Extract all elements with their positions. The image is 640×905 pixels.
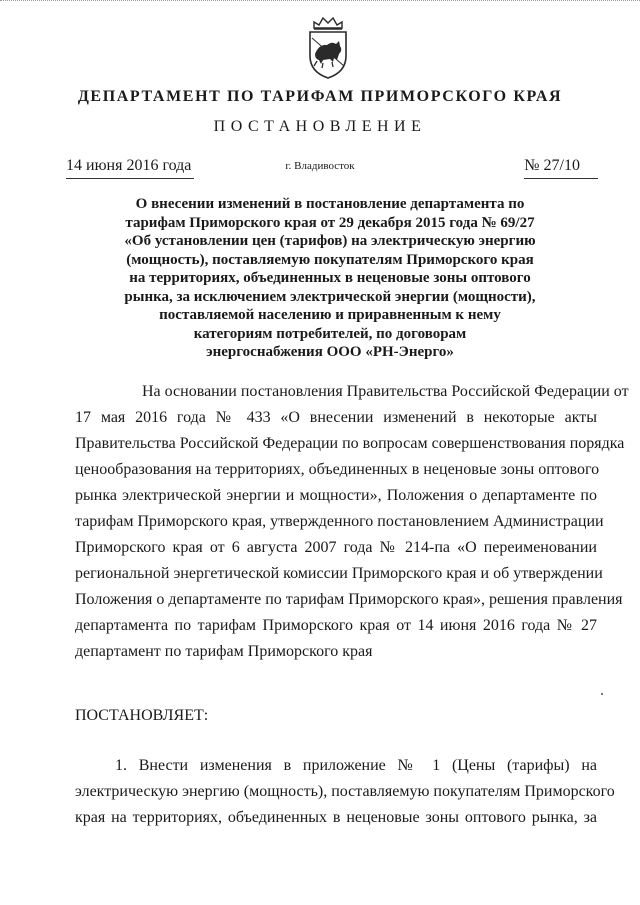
preamble-line: департамент по тарифам Приморского края: [75, 643, 373, 660]
preamble-line: тарифам Приморского края, утвержденного постановлением Администрации: [75, 513, 604, 530]
document-city: г. Владивосток: [285, 160, 355, 172]
preamble-line: Правительства Российской Федерации по вопросам совершенствования порядка: [75, 435, 625, 452]
date-underline: [66, 178, 194, 179]
department-name: ДЕПАРТАМЕНТ ПО ТАРИФАМ ПРИМОРСКОГО КРАЯ: [77, 88, 563, 105]
document-number: № 27/10: [524, 157, 580, 174]
preamble-line: ценообразования на территориях, объединенных в неценовые зоны оптового: [75, 461, 600, 478]
subject-line: О внесении изменений в постановление департамента по: [135, 196, 525, 212]
scan-edge: [0, 0, 640, 4]
subject-line: на территориях, объединенных в неценовые зоны оптового: [129, 270, 531, 286]
preamble-paragraph: [75, 379, 629, 665]
item-1-paragraph: [75, 753, 615, 831]
number-underline: [524, 178, 598, 179]
item-1-line: электрическую энергию (мощность), поставляемую покупателям Приморского: [75, 783, 615, 800]
item-1-line: края на территориях, объединенных в неценовые зоны оптового рынка, за: [75, 809, 597, 826]
preamble-line: региональной энергетической комиссии Приморского края и об утверждении: [75, 565, 603, 582]
subject-line: (мощность), поставляемую покупателям Приморского края: [126, 251, 534, 268]
document-date: 14 июня 2016 года: [66, 157, 192, 174]
subject-line: категориям потребителей, по договорам: [193, 325, 467, 342]
preamble-line: рынка электрической энергии и мощности», Положения о департаменте по: [75, 487, 597, 504]
subject-line: поставляемой населению и приравненным к нему: [159, 307, 501, 323]
preamble-line: 17 мая 2016 года № 433 «О внесении изменений в некоторые акты: [75, 409, 597, 426]
document-subject: [110, 195, 550, 362]
scan-speck: [601, 693, 603, 695]
item-1-line: 1. Внести изменения в приложение № 1 (Цены (тарифы) на: [115, 757, 597, 774]
resolves-heading: ПОСТАНОВЛЯЕТ:: [75, 707, 209, 724]
preamble-line: департамента по тарифам Приморского края от 14 июня 2016 года № 27: [75, 617, 597, 634]
subject-line: энергоснабжения ООО «РН-Энерго»: [206, 344, 454, 360]
preamble-line: Приморского края от 6 августа 2007 года № 214-па «О переименовании: [75, 539, 597, 556]
subject-line: «Об установлении цен (тарифов) на электрическую энергию: [124, 233, 536, 249]
subject-line: рынка, за исключением электрической энергии (мощности),: [124, 288, 536, 305]
preamble-line: Положения о департаменте по тарифам Приморского края», решения правления: [75, 591, 623, 608]
preamble-line: На основании постановления Правительства Российской Федерации от: [142, 383, 629, 400]
coat-of-arms-emblem: [301, 14, 355, 82]
subject-line: тарифам Приморского края от 29 декабря 2015 года № 69/27: [125, 214, 535, 231]
document-type: ПОСТАНОВЛЕНИЕ: [213, 118, 427, 135]
